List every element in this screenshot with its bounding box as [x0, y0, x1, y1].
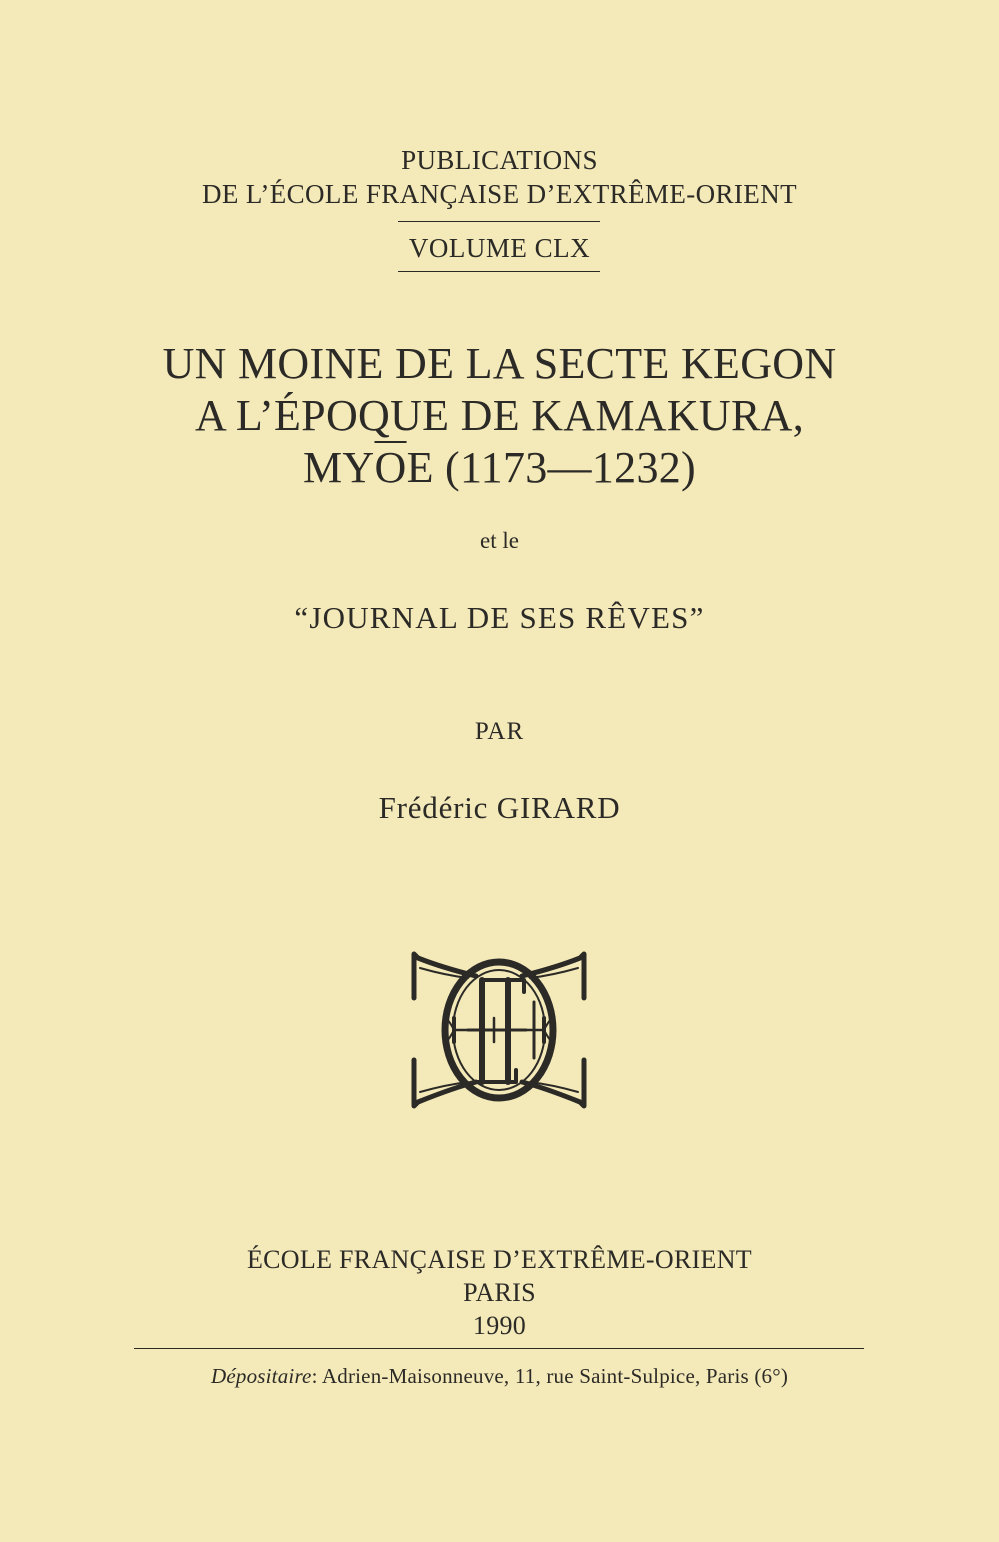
- title-line-3: [0, 442, 999, 494]
- title-line-1: UN MOINE DE LA SECTE KEGON: [162, 339, 837, 388]
- title-line-2: A L’ÉPOQUE DE KAMAKURA,: [194, 391, 805, 440]
- publisher-city: PARIS: [463, 1278, 536, 1307]
- connector-text: et le: [480, 528, 519, 553]
- by-label: PAR: [474, 718, 525, 745]
- efeo-monogram-icon: [408, 946, 590, 1112]
- publisher-block: [0, 1243, 999, 1342]
- depositaire-line: [0, 1362, 999, 1390]
- author-name: Frédéric GIRARD: [378, 790, 621, 825]
- series-line-2: DE L’ÉCOLE FRANÇAISE D’EXTRÊME-ORIENT: [201, 179, 797, 209]
- series-title: [0, 143, 999, 211]
- series-line-1: PUBLICATIONS: [401, 145, 598, 175]
- depositaire-label: Dépositaire: [210, 1364, 312, 1388]
- publisher-name: ÉCOLE FRANÇAISE D’EXTRÊME-ORIENT: [246, 1245, 752, 1274]
- volume-rule-bottom: [398, 271, 600, 272]
- volume-number: VOLUME CLX: [408, 233, 591, 263]
- footer-rule: [134, 1348, 864, 1349]
- volume-rule-top: [398, 221, 600, 222]
- title-macron-letter: $\overline{O}$: [374, 443, 407, 492]
- depositaire-address: : Adrien-Maisonneuve, 11, rue Saint-Sulpice, Paris (6°): [311, 1364, 789, 1388]
- book-title: [0, 338, 999, 494]
- publication-year: 1990: [472, 1311, 527, 1340]
- title-line-3-start: MY: [302, 443, 375, 492]
- title-line-3-end: E (1173—1232): [406, 443, 697, 492]
- subtitle: “JOURNAL DE SES RÊVES”: [294, 600, 705, 635]
